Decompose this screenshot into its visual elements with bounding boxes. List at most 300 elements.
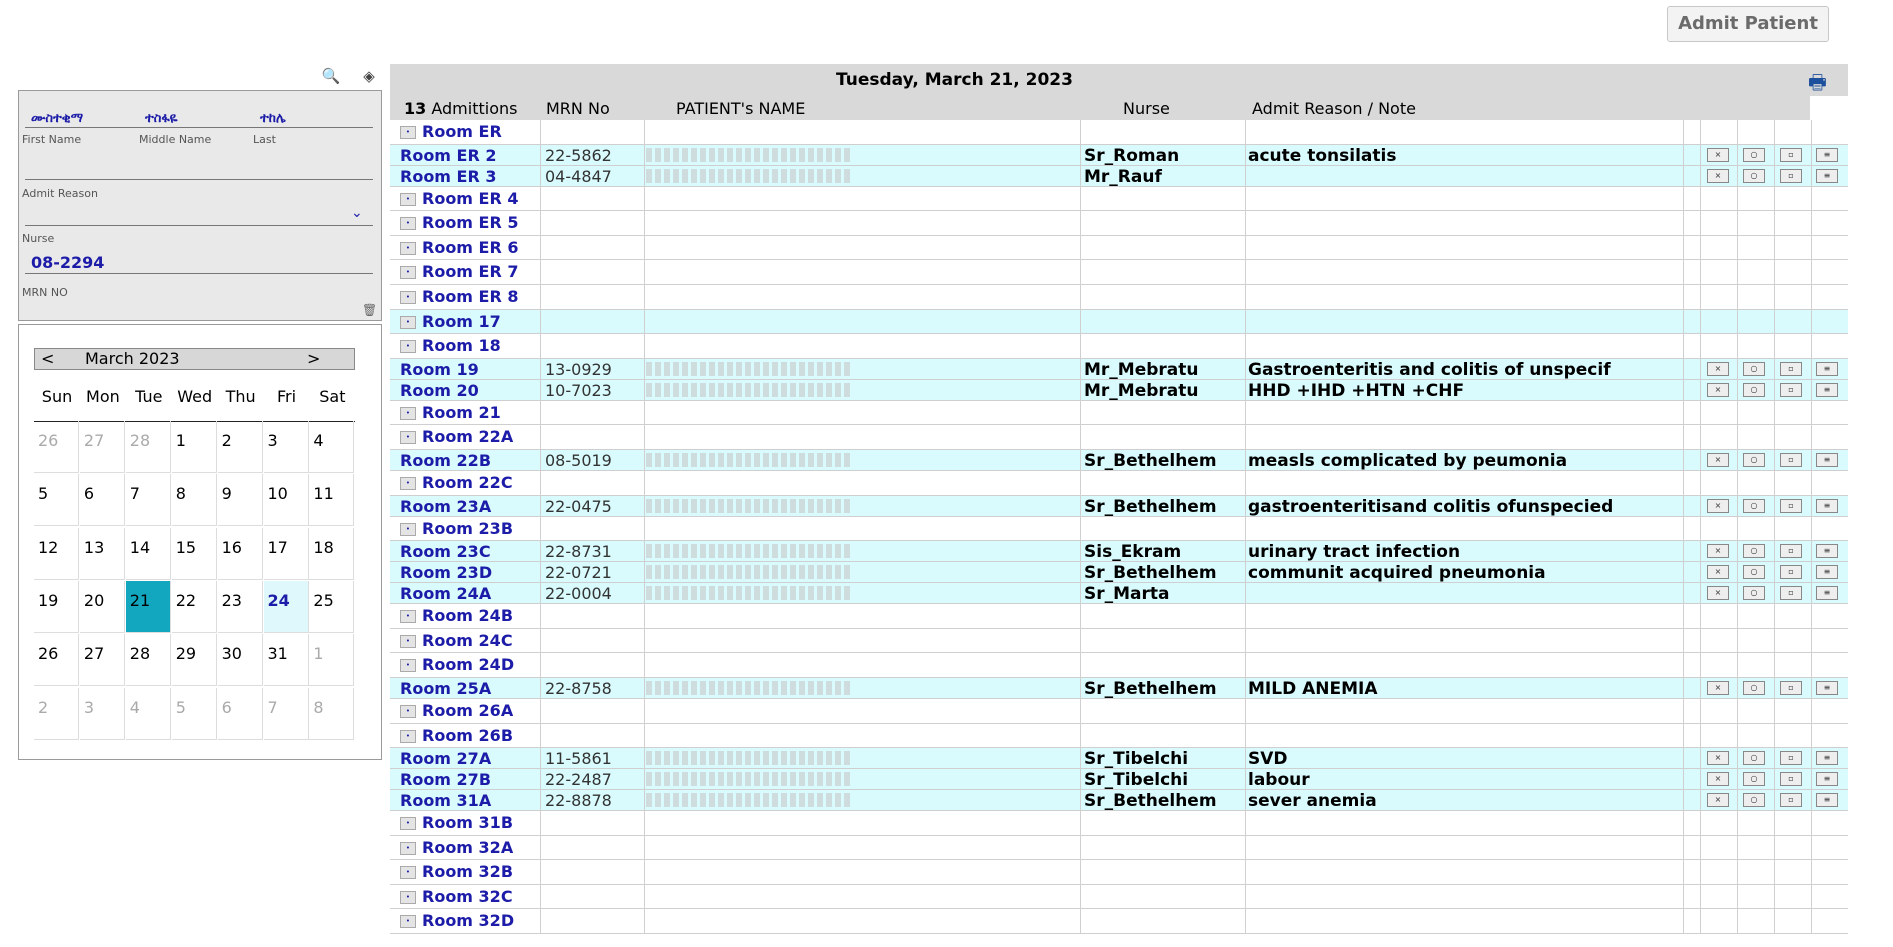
column-divider xyxy=(1774,211,1775,235)
table-row[interactable] xyxy=(390,836,1848,861)
column-divider xyxy=(1700,699,1701,723)
room-name[interactable]: Room 20 xyxy=(400,380,479,400)
close-icon[interactable]: × xyxy=(1707,565,1729,579)
transfer-icon[interactable]: ▫ xyxy=(1780,499,1802,513)
column-divider xyxy=(540,285,541,309)
table-row[interactable] xyxy=(390,860,1848,885)
transfer-icon[interactable]: ▫ xyxy=(1780,751,1802,765)
calendar-title: March 2023 xyxy=(85,349,180,368)
room-name[interactable]: Room 32D xyxy=(422,911,515,931)
chevron-down-icon[interactable]: ⌄ xyxy=(351,205,363,221)
column-divider xyxy=(1811,285,1812,309)
column-divider xyxy=(1811,541,1812,561)
transfer-icon[interactable]: ▫ xyxy=(1780,793,1802,807)
discharge-icon[interactable]: ○ xyxy=(1743,772,1765,786)
column-divider xyxy=(1737,909,1738,933)
calendar-day[interactable]: 1 xyxy=(309,634,354,686)
table-row[interactable] xyxy=(390,260,1848,285)
room-name[interactable]: Room ER 7 xyxy=(422,262,519,282)
table-row[interactable] xyxy=(390,450,1848,471)
calendar-day[interactable]: 3 xyxy=(264,421,309,473)
column-divider xyxy=(644,583,645,603)
room-name[interactable]: Room 24C xyxy=(422,630,513,650)
calendar-day[interactable]: 19 xyxy=(34,581,79,633)
calendar-day[interactable]: 31 xyxy=(264,634,309,686)
mrn-value: 22-2487 xyxy=(545,770,612,790)
room-name[interactable]: Room 18 xyxy=(422,336,501,356)
details-icon[interactable]: ≡ xyxy=(1816,793,1838,807)
calendar-day[interactable]: 27 xyxy=(80,634,125,686)
room-name[interactable]: Room 24A xyxy=(400,584,492,604)
add-admission-button[interactable]: • xyxy=(400,610,416,623)
calendar-day[interactable]: 16 xyxy=(218,528,263,580)
column-divider xyxy=(1811,562,1812,582)
table-row[interactable] xyxy=(390,699,1848,724)
print-icon[interactable]: 🖶 xyxy=(1808,70,1827,94)
table-row[interactable] xyxy=(390,604,1848,629)
nurse-name: Sr_Tibelchi xyxy=(1084,749,1189,770)
room-name[interactable]: Room ER 6 xyxy=(422,237,519,257)
close-icon[interactable]: × xyxy=(1707,772,1729,786)
table-row[interactable] xyxy=(390,541,1848,562)
calendar-day[interactable]: 30 xyxy=(218,634,263,686)
column-divider xyxy=(1774,450,1775,470)
table-row[interactable] xyxy=(390,583,1848,604)
room-name[interactable]: Room 27A xyxy=(400,749,492,769)
column-divider xyxy=(1811,517,1812,541)
calendar-day[interactable]: 26 xyxy=(34,634,79,686)
column-divider xyxy=(1811,909,1812,933)
add-admission-button[interactable]: • xyxy=(400,730,416,743)
column-divider xyxy=(644,699,645,723)
close-icon[interactable]: × xyxy=(1707,148,1729,162)
next-month-button[interactable]: > xyxy=(307,349,321,368)
column-divider xyxy=(644,541,645,561)
add-admission-button[interactable]: • xyxy=(400,291,416,304)
table-row[interactable] xyxy=(390,310,1848,335)
calendar-day[interactable]: 9 xyxy=(218,474,263,526)
close-icon[interactable]: × xyxy=(1707,499,1729,513)
add-admission-button[interactable]: • xyxy=(400,477,416,490)
column-divider xyxy=(1080,583,1081,603)
column-divider xyxy=(1700,517,1701,541)
table-row[interactable] xyxy=(390,724,1848,749)
room-name[interactable]: Room ER xyxy=(422,122,502,141)
column-divider xyxy=(1700,811,1701,835)
add-admission-button[interactable]: • xyxy=(400,316,416,329)
calendar-day[interactable]: 28 xyxy=(126,634,171,686)
column-divider xyxy=(1737,517,1738,541)
room-name[interactable]: Room 31B xyxy=(422,813,514,833)
table-row[interactable] xyxy=(390,909,1848,934)
column-divider xyxy=(644,211,645,235)
admit-reason: labour xyxy=(1248,770,1310,791)
mrn-value: 13-0929 xyxy=(545,359,612,379)
column-divider xyxy=(1080,836,1081,860)
column-divider xyxy=(1080,678,1081,698)
calendar-day[interactable]: 13 xyxy=(80,528,125,580)
details-icon[interactable]: ≡ xyxy=(1816,544,1838,558)
details-icon[interactable]: ≡ xyxy=(1816,681,1838,695)
table-row[interactable] xyxy=(390,748,1848,769)
column-divider xyxy=(540,211,541,235)
room-name[interactable]: Room 23D xyxy=(400,563,493,583)
patient-name xyxy=(646,362,851,376)
table-row[interactable] xyxy=(390,885,1848,910)
zoom-icon[interactable]: 🔍 xyxy=(321,67,341,85)
column-divider xyxy=(1774,724,1775,748)
column-divider xyxy=(1811,211,1812,235)
transfer-icon[interactable]: ▫ xyxy=(1780,565,1802,579)
transfer-icon[interactable]: ▫ xyxy=(1780,544,1802,558)
close-icon[interactable]: × xyxy=(1707,169,1729,183)
discharge-icon[interactable]: ○ xyxy=(1743,453,1765,467)
add-admission-button[interactable]: • xyxy=(400,817,416,830)
close-icon[interactable]: × xyxy=(1707,681,1729,695)
table-row[interactable] xyxy=(390,236,1848,261)
calendar-day[interactable]: 7 xyxy=(126,474,171,526)
details-icon[interactable]: ≡ xyxy=(1816,586,1838,600)
table-row[interactable] xyxy=(390,285,1848,310)
admit-reason: MILD ANEMIA xyxy=(1248,678,1378,699)
calendar-day[interactable]: 2 xyxy=(218,421,263,473)
column-divider xyxy=(1700,145,1701,165)
room-name[interactable]: Room 23C xyxy=(400,542,491,562)
table-row[interactable] xyxy=(390,653,1848,678)
column-divider xyxy=(1683,471,1684,495)
discharge-icon[interactable]: ○ xyxy=(1743,499,1765,513)
column-divider xyxy=(1737,211,1738,235)
calendar-day[interactable]: 12 xyxy=(34,528,79,580)
add-admission-button[interactable]: • xyxy=(400,866,416,879)
discharge-icon[interactable]: ○ xyxy=(1743,793,1765,807)
add-admission-button[interactable]: • xyxy=(400,217,416,230)
column-divider xyxy=(1774,471,1775,495)
column-divider xyxy=(1774,359,1775,379)
details-icon[interactable]: ≡ xyxy=(1816,565,1838,579)
column-divider xyxy=(1245,790,1246,810)
column-divider xyxy=(644,604,645,628)
column-divider xyxy=(1080,811,1081,835)
calendar-day[interactable]: 6 xyxy=(218,688,263,740)
column-divider xyxy=(1245,724,1246,748)
details-icon[interactable]: ≡ xyxy=(1816,751,1838,765)
close-icon[interactable]: × xyxy=(1707,751,1729,765)
room-name[interactable]: Room 21 xyxy=(422,402,501,422)
column-divider xyxy=(1080,471,1081,495)
room-name[interactable]: Room 19 xyxy=(400,359,479,379)
close-icon[interactable]: × xyxy=(1707,453,1729,467)
table-row[interactable] xyxy=(390,120,1848,145)
weekday-header: Sat xyxy=(319,387,346,406)
column-divider xyxy=(644,187,645,211)
column-divider xyxy=(540,260,541,284)
close-icon[interactable]: × xyxy=(1707,586,1729,600)
column-divider xyxy=(1683,187,1684,211)
column-divider xyxy=(540,811,541,835)
calendar-day[interactable]: 21 xyxy=(126,581,171,633)
table-row[interactable] xyxy=(390,334,1848,359)
table-row[interactable] xyxy=(390,562,1848,583)
add-admission-button[interactable]: • xyxy=(400,193,416,206)
column-divider xyxy=(1700,748,1701,768)
add-admission-button[interactable]: • xyxy=(400,407,416,420)
column-divider xyxy=(1700,541,1701,561)
table-row[interactable] xyxy=(390,401,1848,426)
column-divider xyxy=(1245,450,1246,470)
add-admission-button[interactable]: • xyxy=(400,635,416,648)
last-name-input[interactable]: ተከሌ xyxy=(260,111,286,126)
calendar-day[interactable]: 14 xyxy=(126,528,171,580)
table-row[interactable] xyxy=(390,678,1848,699)
table-row[interactable] xyxy=(390,517,1848,542)
column-divider xyxy=(644,769,645,789)
add-admission-button[interactable]: • xyxy=(400,842,416,855)
calendar-day[interactable]: 11 xyxy=(309,474,354,526)
table-row[interactable] xyxy=(390,425,1848,450)
table-row[interactable] xyxy=(390,166,1848,187)
column-divider xyxy=(1245,285,1246,309)
transfer-icon[interactable]: ▫ xyxy=(1780,362,1802,376)
column-divider xyxy=(1737,145,1738,165)
column-divider xyxy=(540,583,541,603)
column-divider xyxy=(1245,860,1246,884)
discharge-icon[interactable]: ○ xyxy=(1743,565,1765,579)
admit-reason-select[interactable] xyxy=(25,225,373,226)
column-divider xyxy=(1683,860,1684,884)
room-name[interactable]: Room ER 3 xyxy=(400,166,497,186)
room-name[interactable]: Room 31A xyxy=(400,791,492,811)
close-icon[interactable]: × xyxy=(1707,793,1729,807)
calendar-day[interactable]: 18 xyxy=(309,528,354,580)
calendar-day[interactable]: 22 xyxy=(172,581,217,633)
column-divider xyxy=(540,359,541,379)
patient-name xyxy=(646,148,851,162)
table-row[interactable] xyxy=(390,145,1848,166)
transfer-icon[interactable]: ▫ xyxy=(1780,681,1802,695)
column-divider xyxy=(1080,236,1081,260)
blank-field[interactable] xyxy=(25,179,373,180)
column-divider xyxy=(1080,401,1081,425)
middle-name-input[interactable]: ተስፋዬ xyxy=(145,111,178,126)
calendar-day[interactable]: 24 xyxy=(264,581,309,633)
add-admission-button[interactable]: • xyxy=(400,915,416,928)
column-divider xyxy=(1774,401,1775,425)
column-divider xyxy=(1700,724,1701,748)
calendar-day[interactable]: 8 xyxy=(172,474,217,526)
details-icon[interactable]: ≡ xyxy=(1816,383,1838,397)
transfer-icon[interactable]: ▫ xyxy=(1780,148,1802,162)
calendar-day[interactable]: 3 xyxy=(80,688,125,740)
room-name[interactable]: Room 26A xyxy=(422,700,514,720)
room-name[interactable]: Room ER 4 xyxy=(422,188,519,208)
discharge-icon[interactable]: ○ xyxy=(1743,681,1765,695)
column-divider xyxy=(1737,699,1738,723)
column-divider xyxy=(1245,909,1246,933)
nurse-name: Sr_Roman xyxy=(1084,145,1180,166)
details-icon[interactable]: ≡ xyxy=(1816,499,1838,513)
add-admission-button[interactable]: • xyxy=(400,523,416,536)
table-row[interactable] xyxy=(390,359,1848,380)
details-icon[interactable]: ≡ xyxy=(1816,453,1838,467)
room-name[interactable]: Room 32A xyxy=(422,837,514,857)
column-divider xyxy=(1774,496,1775,516)
column-divider xyxy=(540,166,541,186)
calendar-day[interactable]: 25 xyxy=(309,581,354,633)
calendar-day[interactable]: 7 xyxy=(264,688,309,740)
column-divider xyxy=(1080,285,1081,309)
calendar-day[interactable]: 17 xyxy=(264,528,309,580)
add-admission-button[interactable]: • xyxy=(400,126,416,139)
table-row[interactable] xyxy=(390,811,1848,836)
transfer-icon[interactable]: ▫ xyxy=(1780,383,1802,397)
calendar-day[interactable]: 29 xyxy=(172,634,217,686)
room-name[interactable]: Room 22A xyxy=(422,427,514,447)
column-divider xyxy=(1683,401,1684,425)
table-row[interactable] xyxy=(390,380,1848,401)
room-name[interactable]: Room 27B xyxy=(400,770,492,790)
nurse-name: Sr_Bethelhem xyxy=(1084,563,1217,584)
column-divider xyxy=(1245,211,1246,235)
patient-name xyxy=(646,772,851,786)
calendar-day[interactable]: 4 xyxy=(309,421,354,473)
column-divider xyxy=(1700,236,1701,260)
calendar-day[interactable]: 5 xyxy=(172,688,217,740)
table-row[interactable] xyxy=(390,471,1848,496)
room-name[interactable]: Room 23B xyxy=(422,518,514,538)
details-icon[interactable]: ≡ xyxy=(1816,148,1838,162)
add-admission-button[interactable]: • xyxy=(400,340,416,353)
transfer-icon[interactable]: ▫ xyxy=(1780,772,1802,786)
close-icon[interactable]: × xyxy=(1707,544,1729,558)
add-admission-button[interactable]: • xyxy=(400,705,416,718)
column-divider xyxy=(1737,604,1738,628)
column-divider xyxy=(540,748,541,768)
details-icon[interactable]: ≡ xyxy=(1816,772,1838,786)
calendar-day[interactable]: 8 xyxy=(309,688,354,740)
mrn-label: MRN NO xyxy=(22,286,68,299)
admit-reason: urinary tract infection xyxy=(1248,542,1461,563)
add-admission-button[interactable]: • xyxy=(400,659,416,672)
calendar-day[interactable]: 10 xyxy=(264,474,309,526)
room-name[interactable]: Room ER 8 xyxy=(422,286,519,306)
column-divider xyxy=(540,471,541,495)
column-divider xyxy=(1774,583,1775,603)
column-divider xyxy=(1737,187,1738,211)
details-icon[interactable]: ≡ xyxy=(1816,362,1838,376)
room-name[interactable]: Room 22B xyxy=(400,450,492,470)
nurse-input[interactable]: 08-2294 xyxy=(31,253,105,272)
room-name[interactable]: Room 24B xyxy=(422,606,514,626)
room-name[interactable]: Room 23A xyxy=(400,496,492,516)
discharge-icon[interactable]: ○ xyxy=(1743,586,1765,600)
room-name[interactable]: Room 22C xyxy=(422,472,513,492)
column-divider xyxy=(1737,769,1738,789)
column-divider xyxy=(1811,450,1812,470)
calendar-day[interactable]: 1 xyxy=(172,421,217,473)
close-icon[interactable]: × xyxy=(1707,362,1729,376)
transfer-icon[interactable]: ▫ xyxy=(1780,586,1802,600)
discharge-icon[interactable]: ○ xyxy=(1743,148,1765,162)
room-name[interactable]: Room 26B xyxy=(422,725,514,745)
calendar-day[interactable]: 27 xyxy=(80,421,125,473)
column-divider xyxy=(1080,211,1081,235)
discharge-icon[interactable]: ○ xyxy=(1743,169,1765,183)
details-icon[interactable]: ≡ xyxy=(1816,169,1838,183)
column-divider xyxy=(1737,359,1738,379)
column-divider xyxy=(1774,166,1775,186)
discharge-icon[interactable]: ○ xyxy=(1743,751,1765,765)
column-divider xyxy=(1080,334,1081,358)
calendar-day[interactable]: 5 xyxy=(34,474,79,526)
discharge-icon[interactable]: ○ xyxy=(1743,544,1765,558)
column-divider xyxy=(1683,211,1684,235)
add-admission-button[interactable]: • xyxy=(400,266,416,279)
column-divider xyxy=(1811,380,1812,400)
column-divider xyxy=(1080,187,1081,211)
column-divider xyxy=(540,909,541,933)
calendar-day[interactable]: 20 xyxy=(80,581,125,633)
trash-icon[interactable]: 🗑 xyxy=(362,303,378,317)
table-row[interactable] xyxy=(390,187,1848,212)
prev-month-button[interactable]: < xyxy=(41,349,55,368)
first-name-input[interactable]: ሙስተቂማ xyxy=(31,111,84,126)
calendar-day[interactable]: 28 xyxy=(126,421,171,473)
room-name[interactable]: Room 32C xyxy=(422,886,513,906)
calendar-day[interactable]: 6 xyxy=(80,474,125,526)
calendar-day[interactable]: 15 xyxy=(172,528,217,580)
table-row[interactable] xyxy=(390,211,1848,236)
calendar-day[interactable]: 2 xyxy=(34,688,79,740)
column-divider xyxy=(644,748,645,768)
room-name[interactable]: Room 17 xyxy=(422,311,501,331)
table-row[interactable] xyxy=(390,769,1848,790)
directions-icon[interactable]: ◈ xyxy=(363,67,375,85)
discharge-icon[interactable]: ○ xyxy=(1743,362,1765,376)
table-row[interactable] xyxy=(390,496,1848,517)
column-divider xyxy=(1683,678,1684,698)
last-name-label: Last xyxy=(253,133,276,146)
admit-reason: sever anemia xyxy=(1248,791,1377,812)
column-divider xyxy=(1683,653,1684,677)
room-name[interactable]: Room 24D xyxy=(422,655,515,675)
calendar-day[interactable]: 26 xyxy=(34,421,79,473)
discharge-icon[interactable]: ○ xyxy=(1743,383,1765,397)
date-title: Tuesday, March 21, 2023 xyxy=(836,70,1073,90)
transfer-icon[interactable]: ▫ xyxy=(1780,453,1802,467)
column-divider xyxy=(1737,541,1738,561)
calendar-day[interactable]: 23 xyxy=(218,581,263,633)
admit-patient-button[interactable]: Admit Patient xyxy=(1667,6,1829,42)
calendar-day[interactable]: 4 xyxy=(126,688,171,740)
column-divider xyxy=(1245,380,1246,400)
add-admission-button[interactable]: • xyxy=(400,242,416,255)
add-admission-button[interactable]: • xyxy=(400,431,416,444)
table-row[interactable] xyxy=(390,629,1848,654)
column-divider xyxy=(1700,678,1701,698)
room-name[interactable]: Room 32B xyxy=(422,862,514,882)
room-name[interactable]: Room ER 2 xyxy=(400,145,497,165)
add-admission-button[interactable]: • xyxy=(400,891,416,904)
column-divider xyxy=(1080,517,1081,541)
room-name[interactable]: Room ER 5 xyxy=(422,213,519,233)
room-name[interactable]: Room 25A xyxy=(400,678,492,698)
table-row[interactable] xyxy=(390,790,1848,811)
column-divider xyxy=(1737,811,1738,835)
column-divider xyxy=(644,145,645,165)
transfer-icon[interactable]: ▫ xyxy=(1780,169,1802,183)
close-icon[interactable]: × xyxy=(1707,383,1729,397)
